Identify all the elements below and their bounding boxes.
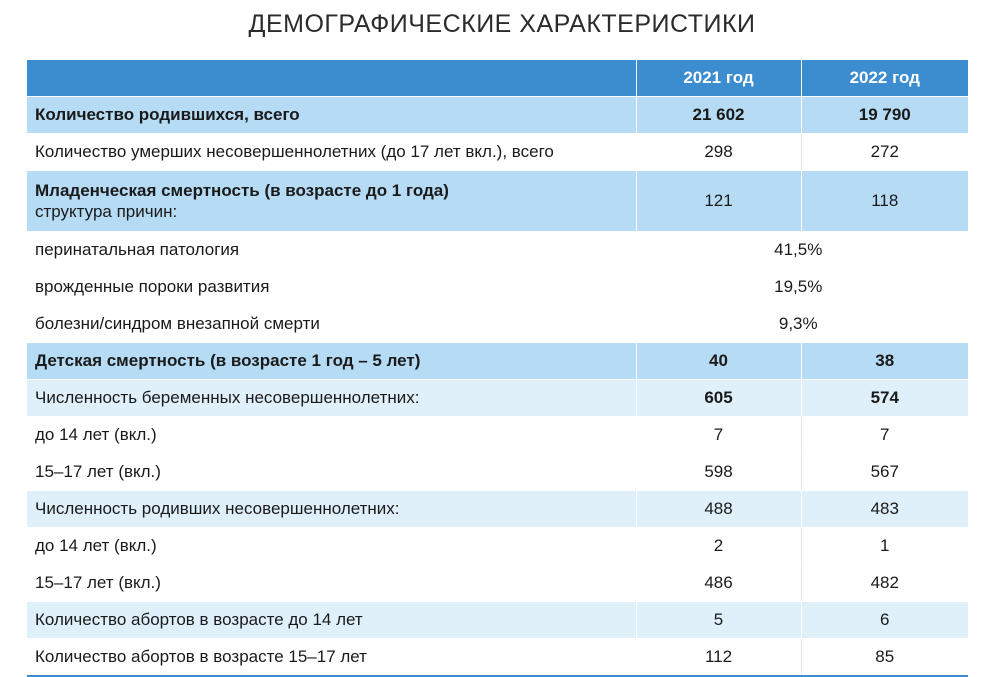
table-row bbox=[27, 269, 968, 306]
table-row bbox=[27, 380, 968, 417]
value-2021: 488 bbox=[636, 491, 801, 528]
row-label: Численность родивших несовершеннолетних: bbox=[27, 491, 636, 528]
header-year-2021: 2021 год bbox=[636, 60, 801, 97]
table-row bbox=[27, 602, 968, 639]
table-header-row bbox=[27, 60, 968, 97]
merged-value: 19,5% bbox=[636, 269, 968, 306]
table-row bbox=[27, 306, 968, 343]
page-title: ДЕМОГРАФИЧЕСКИЕ ХАРАКТЕРИСТИКИ bbox=[248, 10, 756, 38]
table-row bbox=[27, 134, 968, 171]
table-row bbox=[27, 171, 968, 232]
value-2022: 482 bbox=[801, 565, 968, 602]
table-row bbox=[27, 528, 968, 565]
row-label: 15–17 лет (вкл.) bbox=[27, 565, 636, 602]
value-2021: 298 bbox=[636, 134, 801, 171]
value-2021: 112 bbox=[636, 639, 801, 677]
table-row bbox=[27, 454, 968, 491]
row-label-cell bbox=[27, 171, 636, 232]
row-label: до 14 лет (вкл.) bbox=[27, 528, 636, 565]
value-2022: 6 bbox=[801, 602, 968, 639]
value-2022: 19 790 bbox=[801, 97, 968, 134]
table-row bbox=[27, 417, 968, 454]
value-2022: 85 bbox=[801, 639, 968, 677]
header-label-cell bbox=[27, 60, 636, 97]
value-2021: 7 bbox=[636, 417, 801, 454]
value-2022: 118 bbox=[801, 171, 968, 232]
table-row bbox=[27, 232, 968, 269]
row-label: Численность беременных несовершеннолетних: bbox=[27, 380, 636, 417]
value-2021: 40 bbox=[636, 343, 801, 380]
table-row bbox=[27, 491, 968, 528]
table-row bbox=[27, 639, 968, 677]
value-2022: 7 bbox=[801, 417, 968, 454]
row-sublabel: структура причин: bbox=[35, 202, 178, 221]
row-label: Количество абортов в возрасте до 14 лет bbox=[27, 602, 636, 639]
row-label: Количество родившихся, всего bbox=[27, 97, 636, 134]
table-row bbox=[27, 343, 968, 380]
merged-value: 9,3% bbox=[636, 306, 968, 343]
value-2021: 2 bbox=[636, 528, 801, 565]
row-label: Младенческая смертность (в возрасте до 1 года) bbox=[35, 181, 449, 200]
row-label: болезни/синдром внезапной смерти bbox=[27, 306, 636, 343]
header-year-2022: 2022 год bbox=[801, 60, 968, 97]
value-2021: 486 bbox=[636, 565, 801, 602]
row-label: перинатальная патология bbox=[27, 232, 636, 269]
row-label: 15–17 лет (вкл.) bbox=[27, 454, 636, 491]
row-label: Количество умерших несовершеннолетних (до 17 лет вкл.), всего bbox=[27, 134, 636, 171]
value-2021: 605 bbox=[636, 380, 801, 417]
table-row bbox=[27, 565, 968, 602]
value-2022: 567 bbox=[801, 454, 968, 491]
value-2022: 574 bbox=[801, 380, 968, 417]
demographics-table bbox=[27, 60, 968, 677]
row-label: Количество абортов в возрасте 15–17 лет bbox=[27, 639, 636, 677]
value-2022: 272 bbox=[801, 134, 968, 171]
table-row bbox=[27, 97, 968, 134]
row-label: врожденные пороки развития bbox=[27, 269, 636, 306]
row-label: до 14 лет (вкл.) bbox=[27, 417, 636, 454]
row-label: Детская смертность (в возрасте 1 год – 5 лет) bbox=[27, 343, 636, 380]
merged-value: 41,5% bbox=[636, 232, 968, 269]
value-2022: 38 bbox=[801, 343, 968, 380]
demographics-table-container bbox=[27, 60, 968, 677]
value-2021: 5 bbox=[636, 602, 801, 639]
value-2022: 1 bbox=[801, 528, 968, 565]
value-2021: 121 bbox=[636, 171, 801, 232]
value-2021: 21 602 bbox=[636, 97, 801, 134]
value-2022: 483 bbox=[801, 491, 968, 528]
value-2021: 598 bbox=[636, 454, 801, 491]
